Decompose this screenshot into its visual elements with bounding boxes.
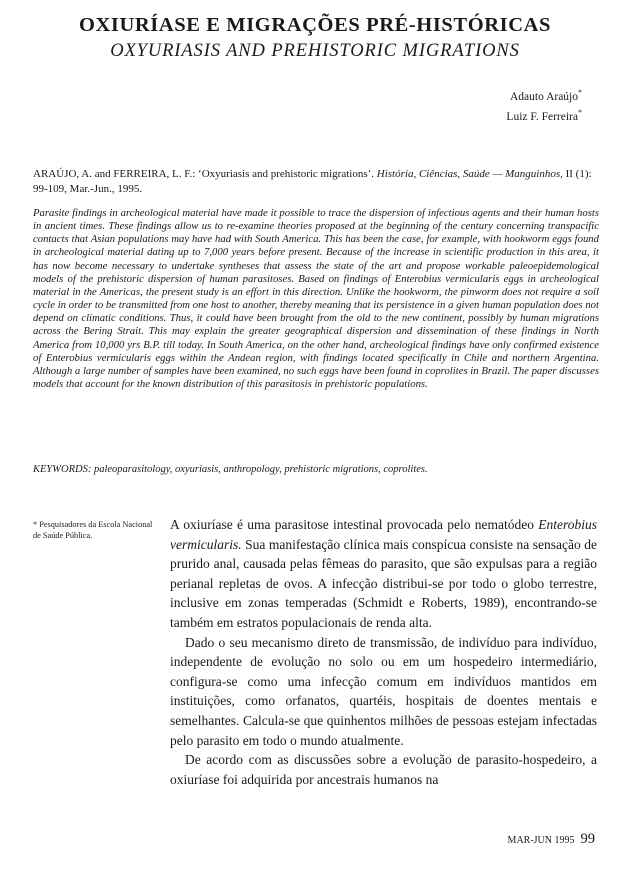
body-paragraph: De acordo com as discussões sobre a evolução de parasito-hospedeiro, a oxiuríase foi adquirida por ancestrais humanos na (170, 752, 597, 787)
article-subtitle-english: OXYURIASIS AND PREHISTORIC MIGRATIONS (110, 41, 520, 61)
author-footnote-mark: * (578, 88, 582, 97)
paragraph-text: A oxiuríase é uma parasitose intestinal provocada pelo nematódeo (170, 517, 534, 532)
citation (33, 167, 598, 197)
issue-date: MAR-JUN 1995 (507, 835, 575, 846)
citation-authors: ARAÚJO, A. and FERREIRA, L. F.: ‘Oxyuriasis and prehistoric migrations’. (33, 168, 375, 180)
author-list (506, 85, 582, 125)
body-paragraph: Dado o seu mecanismo direto de transmissão, de indivíduo para indivíduo, independente de evolução no solo ou em um hospedeiro intermediário, configura-se como uma infecção comum em indivíduos mantidos em instituições, como orfanatos, quartéis, hospitais de doentes mentais e semelhantes. Calcula-se que quinhentos milhões de pessoas estejam infectadas pelo parasito em todo o mundo atualmente. (170, 634, 597, 748)
author-footnote-mark: * (578, 107, 582, 117)
citation-journal: História, Ciências, Saúde — Manguinhos, (376, 168, 563, 180)
author-affiliation-footnote: * Pesquisadores da Escola Nacional de Saúde Pública. (33, 520, 153, 540)
paragraph-text: Sua manifestação clínica mais conspícua consiste na sensação de prurido anal, causada pelas fêmeas do parasito, que são expulsas para a região perianal repletas de ovos. A infecção distribui-se por todo o globo terrestre, inclusive em zonas temperadas (Schmidt e Roberts, 1989), encontrando-se também em estratos populacionais de renda alta. (170, 536, 597, 630)
author-2 (506, 105, 582, 125)
author-name: Adauto Araújo (509, 90, 578, 103)
article-body (170, 515, 597, 789)
article-title: OXIURÍASE E MIGRAÇÕES PRÉ-HISTÓRICAS (78, 14, 552, 36)
author-name: Luiz F. Ferreira (506, 110, 578, 123)
page-number: 99 (580, 831, 595, 847)
page-footer (508, 831, 595, 848)
author-1 (506, 85, 582, 105)
abstract: Parasite findings in archeological material have made it possible to trace the dispersion of infectious agents and their human hosts in ancient times. These findings allow us to re-examine theories proposed at the beginning of the century concerning transpacific contacts that Asian populations may have had with South America. This has been the case, for example, with hookworm eggs found in archeological material dating up to 7,000 years before present. Because of the increase in scientific production in this area, it has now become necessary to undertake syntheses that assess the state of the art and propose workable paleoepidemological models of the prehistoric dispersion of human parasitoses. Based on findings of Enterobius vermicularis eggs in archeological material in the Americas, the present study is an effort in this direction. Unlike the hookworm, the pinworm does not require a soil cycle in order to be transmitted from one host to another, thereby meaning that its persistence in a given human population does not depend on climatic conditions. Thus, it could have been brought from the old to the new continent, possibly by human migrations across the Bering Strait. This may explain the greater geographical dispersion and dissemination of these findings in North America from 10,000 yrs B.P. till today. In South America, on the other hand, archeological findings have only confirmed existence of Enterobius vermicularis eggs within the Andean region, with findings located specifically in Chile and northern Argentina. Although a large number of samples have been examined, no such eggs have been found in coprolites in Brazil. The paper discusses models that account for the known distribution of this parasitosis in prehistoric populations. (33, 207, 599, 391)
citation-details: II (1): 99-109, Mar.-Jun., 1995. (33, 168, 592, 195)
keywords: KEYWORDS: paleoparasitology, oxyuriasis, anthropology, prehistoric migrations, coprolites. (33, 464, 428, 475)
species-name: Enterobius vermicularis. (170, 517, 597, 552)
body-paragraph (170, 515, 597, 633)
